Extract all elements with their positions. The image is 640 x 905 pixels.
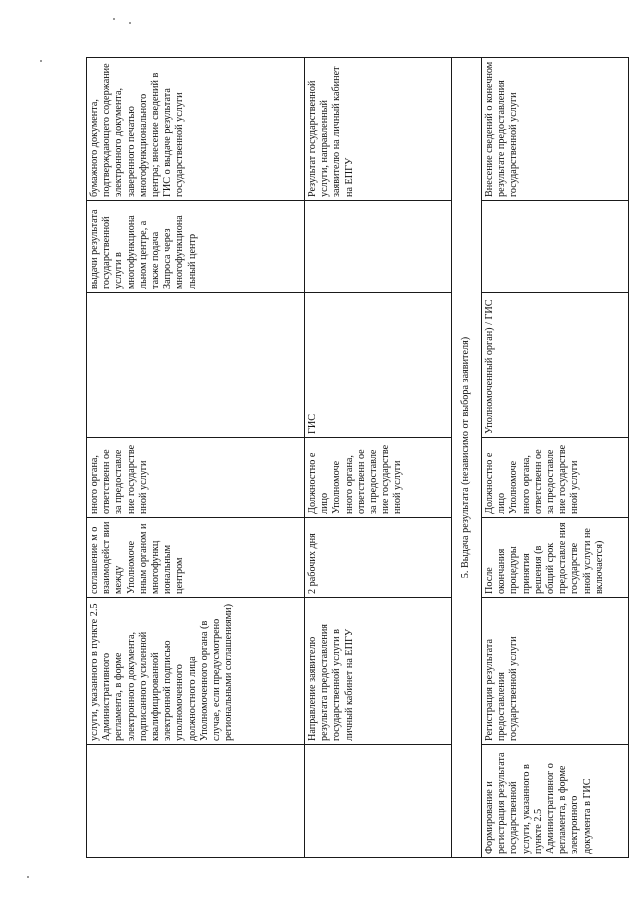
table-cell: Уполномоченный орган) / ГИС bbox=[482, 293, 629, 438]
table-cell: Направление заявителю результата предоставления государственной услуги в личный кабинет на ЕПГУ bbox=[305, 598, 452, 745]
scan-speck bbox=[113, 18, 115, 20]
section-title: 5. Выдача результата (независимо от выбора заявителя) bbox=[452, 58, 482, 858]
rotated-document-page bbox=[86, 58, 628, 858]
table-cell: ГИС bbox=[305, 293, 452, 438]
section-header-row bbox=[452, 58, 482, 858]
table-cell: бумажного документа, подтверждающего содержание электронного документа, заверенного печатью многофункционального центра; внесение сведений в ГИС о выдаче результата государственной услуги bbox=[87, 58, 305, 201]
table-cell bbox=[305, 201, 452, 293]
table-cell: После окончания процедуры принятия решения (в общий срок предоставле ния государстве нной услуги не включается) bbox=[482, 518, 629, 598]
table-cell bbox=[87, 745, 305, 858]
table-cell: Результат государственной услуги, направленный заявителю на личный кабинет на ЕПГУ bbox=[305, 58, 452, 201]
scan-speck bbox=[27, 876, 29, 878]
table-cell: Внесение сведений о конечном результате предоставления государственной услуги bbox=[482, 58, 629, 201]
table-cell: выдачи результата государственной услуги в многофункциона льном центре, а также подача Запроса через многофункциона льный центр bbox=[87, 201, 305, 293]
table-cell bbox=[87, 293, 305, 438]
table-cell: Должностно е лицо Уполномоче нного органа, ответственн ое за предоставле ние государстве нной услуги bbox=[482, 438, 629, 518]
table-row bbox=[87, 58, 305, 858]
table-cell bbox=[305, 745, 452, 858]
table-cell: 2 рабочих дня bbox=[305, 518, 452, 598]
table-row bbox=[305, 58, 452, 858]
table-cell: соглашение м о взаимодейст вии между Уполномоче нным органом и многофункц иональным центром bbox=[87, 518, 305, 598]
table-cell: Регистрация результата предоставления государственной услуги bbox=[482, 598, 629, 745]
scan-speck bbox=[40, 60, 42, 62]
table-cell: Должностно е лицо Уполномоче нного органа, ответственн ое за предоставле ние государстве нной услуги bbox=[305, 438, 452, 518]
table-row bbox=[482, 58, 629, 858]
table-cell bbox=[482, 201, 629, 293]
procedure-table bbox=[86, 57, 629, 858]
scan-speck bbox=[129, 22, 131, 24]
table-cell: нного органа, ответственн ое за предоставле ние государстве нной услуги bbox=[87, 438, 305, 518]
table-cell: Формирование и регистрация результата государственной услуги, указанного в пункте 2.5 Административног о регламента, в форме электронного документа в ГИС bbox=[482, 745, 629, 858]
table-cell: услуги, указанного в пункте 2.5 Административного регламента, в форме электронного документа, подписанного усиленной квалифицированной электронной подписью уполномоченного должностного лица Уполномоченного органа (в случае, если предусмотрено региональными соглашениями) bbox=[87, 598, 305, 745]
